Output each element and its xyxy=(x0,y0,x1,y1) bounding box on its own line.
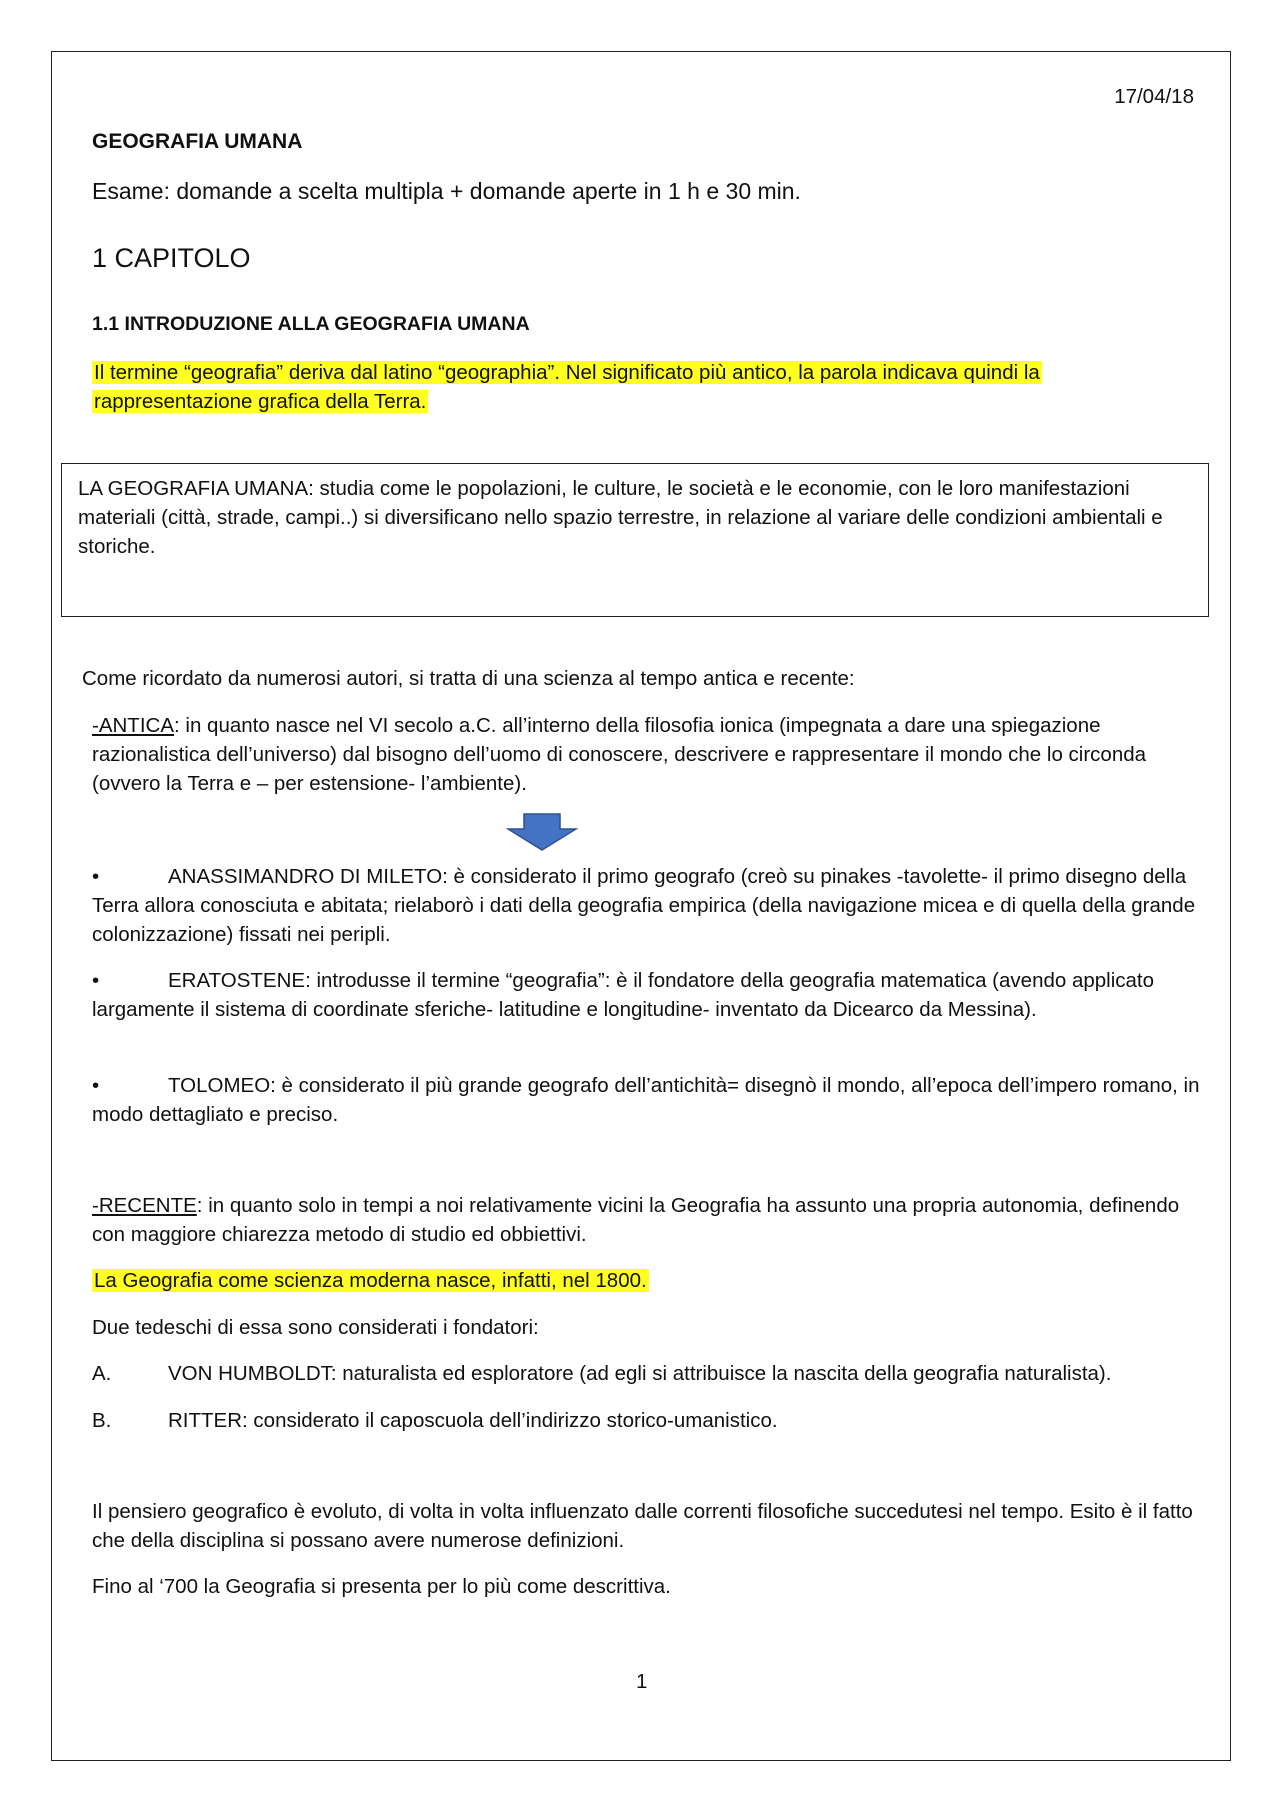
bullet-symbol: • xyxy=(92,969,100,992)
founder-text: RITTER: considerato il caposcuola dell’indirizzo storico-umanistico. xyxy=(168,1409,778,1432)
antica-paragraph xyxy=(92,711,1202,798)
bullet-item xyxy=(92,862,1202,949)
bullet-text: TOLOMEO: è considerato il più grande geografo dell’antichità= disegnò il mondo, all’epoca dell’impero romano, in modo dettagliato e preciso. xyxy=(92,1074,1200,1126)
founder-label: A. xyxy=(92,1362,112,1385)
founder-item xyxy=(92,1406,1202,1435)
antica-label: -ANTICA xyxy=(92,714,174,737)
highlighted-etymology xyxy=(92,358,1192,416)
recente-label: -RECENTE xyxy=(92,1194,197,1217)
definition-text: LA GEOGRAFIA UMANA: studia come le popolazioni, le culture, le società e le economie, con le loro manifestazioni materiali (città, strade, campi..) si diversificano nello spazio terrestre, in relazione al variare delle condizioni ambientali e storiche. xyxy=(78,477,1163,558)
bullet-text: ANASSIMANDRO DI MILETO: è considerato il primo geografo (creò su pinakes -tavolette- il primo disegno della Terra allora conosciuta e abitata; rielaborò i dati della geografia empirica (della navigazione micea e di quella della grande colonizzazione) fissati nei peripli. xyxy=(92,865,1196,946)
highlight-text: Il termine “geografia” deriva dal latino “geographia”. Nel significato più antico, la parola indicava quindi la rappresentazione grafica della Terra. xyxy=(94,361,1040,413)
bullet-text: ERATOSTENE: introdusse il termine “geografia”: è il fondatore della geografia matematica (avendo applicato largamente il sistema di coordinate sferiche- latitudine e longitudine- inventato da Dicearco da Messina). xyxy=(92,969,1155,1021)
bullet-item xyxy=(92,1071,1202,1129)
intro-paragraph: Come ricordato da numerosi autori, si tratta di una scienza al tempo antica e recente: xyxy=(82,667,855,690)
page-number: 1 xyxy=(636,1670,648,1693)
antica-text: : in quanto nasce nel VI secolo a.C. all’interno della filosofia ionica (impegnata a dare una spiegazione razionalistica dell’universo) dal bisogno dell’uomo di conoscere, descrivere e rappresentare il mondo che lo circonda (ovvero la Terra e – per estensione- l’ambiente). xyxy=(92,714,1147,795)
bullet-symbol: • xyxy=(92,865,100,888)
founder-text: VON HUMBOLDT: naturalista ed esploratore (ad egli si attribuisce la nascita della geografia naturalista). xyxy=(168,1362,1112,1385)
highlight-text: La Geografia come scienza moderna nasce, infatti, nel 1800. xyxy=(94,1269,647,1292)
chapter-heading: 1 CAPITOLO xyxy=(92,243,251,273)
recente-text: : in quanto solo in tempi a noi relativamente vicini la Geografia ha assunto una propria autonomia, definendo con maggiore chiarezza metodo di studio ed obbiettivi. xyxy=(92,1194,1180,1246)
section-heading: 1.1 INTRODUZIONE ALLA GEOGRAFIA UMANA xyxy=(92,313,530,335)
descriptive-paragraph: Fino al ‘700 la Geografia si presenta per lo più come descrittiva. xyxy=(92,1575,671,1598)
document-date: 17/04/18 xyxy=(1114,85,1194,108)
recente-paragraph xyxy=(92,1191,1202,1249)
highlighted-modern-geography xyxy=(92,1266,649,1295)
founder-item xyxy=(92,1359,1202,1388)
bullet-symbol: • xyxy=(92,1074,100,1097)
evolution-paragraph: Il pensiero geografico è evoluto, di volta in volta influenzato dalle correnti filosofiche succedutesi nel tempo. Esito è il fatto che della disciplina si possano avere numerose definizioni. xyxy=(92,1500,1193,1552)
down-arrow-icon xyxy=(506,813,578,851)
definition-box xyxy=(61,463,1209,617)
exam-info: Esame: domande a scelta multipla + domande aperte in 1 h e 30 min. xyxy=(92,178,801,204)
document-title: GEOGRAFIA UMANA xyxy=(92,130,303,153)
founders-intro: Due tedeschi di essa sono considerati i fondatori: xyxy=(92,1316,539,1339)
founder-label: B. xyxy=(92,1409,112,1432)
bullet-item xyxy=(92,966,1202,1024)
